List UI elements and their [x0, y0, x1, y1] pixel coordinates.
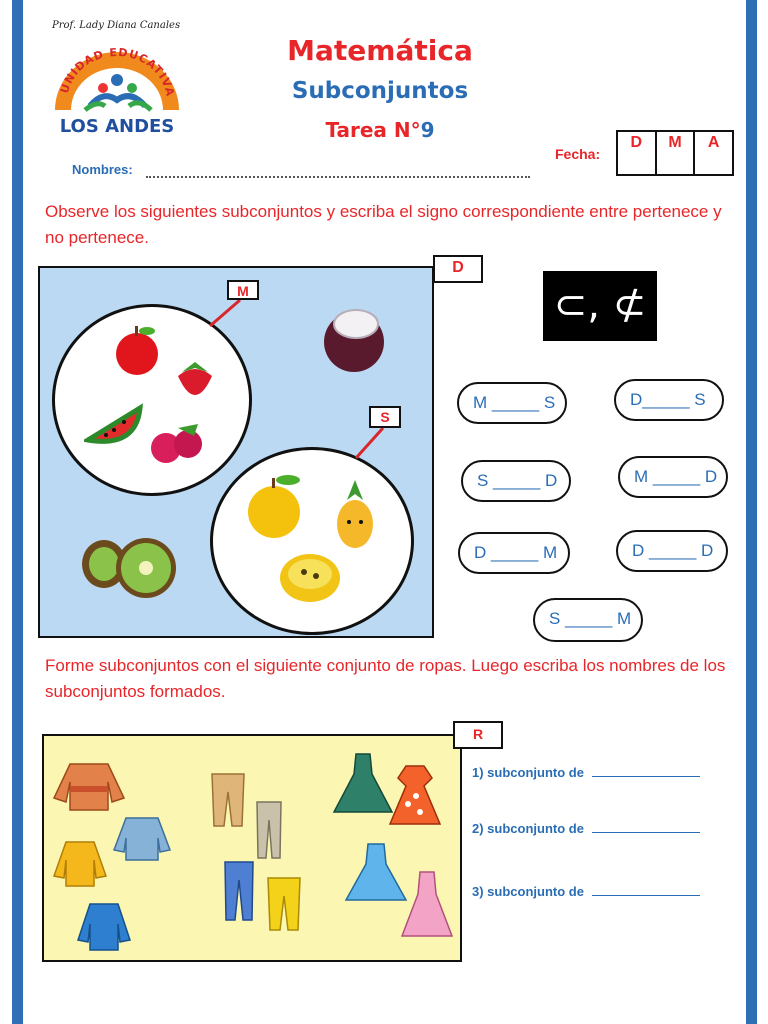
page-subtitle: Subconjuntos — [291, 78, 469, 104]
instruction-2: Forme subconjuntos con el siguiente conjunto de ropas. Luego escriba los nombres de los subconjuntos formados. — [45, 656, 726, 701]
teacher-name: Prof. Lady Diana Canales — [52, 20, 181, 31]
set-label-s: S — [369, 406, 401, 428]
raspberry-icon — [148, 422, 210, 470]
subset-symbols-box: ⊂, ⊄ — [543, 271, 657, 341]
blue-dress-icon — [344, 842, 408, 904]
watermelon-icon — [84, 402, 144, 452]
logo-arc-text: UNIDAD EDUCATIVA — [57, 45, 177, 99]
question-1: 1) subconjunto de — [472, 765, 700, 780]
exercise-pill-2[interactable]: D_____ S — [614, 379, 724, 421]
kiwi-icon — [80, 534, 180, 600]
sweater-icon — [52, 760, 126, 812]
left-border-bar — [12, 0, 23, 1024]
denim-jacket-icon — [112, 814, 172, 862]
fecha-label: Fecha: — [555, 146, 601, 162]
yellow-jacket-icon — [52, 838, 108, 888]
set-label-m: M — [227, 280, 259, 300]
passionfruit-icon — [278, 550, 342, 604]
blue-jacket-icon — [76, 900, 132, 952]
task-title — [230, 118, 530, 142]
exercise-pill-4[interactable]: M _____ D — [618, 456, 728, 498]
jeans-icon — [222, 860, 256, 922]
task-number: 9 — [420, 118, 435, 142]
set-label-r: R — [453, 721, 503, 749]
date-box — [616, 130, 734, 176]
exercise-pill-7[interactable]: S _____ M — [533, 598, 643, 642]
nombres-label: Nombres: — [72, 162, 133, 177]
school-logo — [55, 40, 180, 138]
question-3: 3) subconjunto de — [472, 884, 700, 899]
pink-dress-icon — [400, 870, 454, 938]
beige-pants-icon — [208, 772, 248, 828]
mangosteen-icon — [316, 302, 392, 372]
floral-dress-icon — [388, 764, 442, 828]
green-gown-icon — [332, 752, 394, 816]
exercise-pill-1[interactable]: M _____ S — [457, 382, 567, 424]
exercise-pill-3[interactable]: S _____ D — [461, 460, 571, 502]
question-2: 2) subconjunto de — [472, 821, 700, 836]
right-border-bar — [746, 0, 757, 1024]
exercise-pill-6[interactable]: D _____ D — [616, 530, 728, 572]
instruction-1: Observe los siguientes subconjuntos y escriba el signo correspondiente entre pertenece y no pertenece. — [45, 202, 722, 247]
set-label-d: D — [433, 255, 483, 283]
exercise-pill-5[interactable]: D _____ M — [458, 532, 570, 574]
pineapple-icon — [332, 478, 378, 550]
task-prefix: Tarea N° — [325, 118, 421, 142]
date-day-field[interactable]: D — [618, 132, 657, 174]
logo-name: LOS ANDES — [59, 116, 175, 137]
nombres-line[interactable] — [146, 176, 530, 178]
yellow-pants-icon — [264, 876, 304, 932]
gray-pants-icon — [254, 800, 284, 860]
apple-icon — [110, 322, 164, 376]
date-year-field[interactable]: A — [707, 134, 720, 151]
answer-line-1[interactable] — [592, 776, 700, 777]
answer-line-2[interactable] — [592, 832, 700, 833]
yellow-apple-icon — [244, 470, 304, 540]
date-month-field[interactable]: M — [657, 132, 696, 174]
page-title: Matemática — [287, 34, 473, 67]
strawberry-icon — [168, 356, 222, 412]
answer-line-3[interactable] — [592, 895, 700, 896]
subset-s-circle — [210, 447, 414, 635]
